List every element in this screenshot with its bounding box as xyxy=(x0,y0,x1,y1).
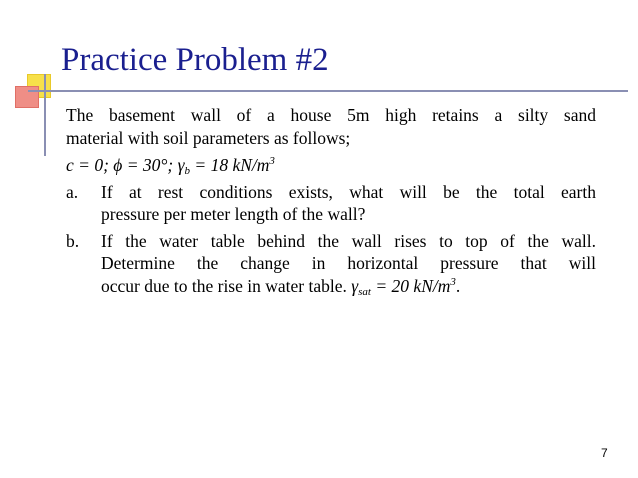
question-a-marker: a. xyxy=(66,181,79,202)
param-cohesion: c = 0; xyxy=(66,155,109,175)
question-b-line-3 xyxy=(101,275,596,298)
question-a-line-2: pressure per meter length of the wall? xyxy=(101,204,366,224)
gamma-subscript: b xyxy=(184,165,191,177)
left-vertical-rule xyxy=(44,74,46,156)
param-friction-angle: = 30°; xyxy=(122,155,174,175)
page-number: 7 xyxy=(601,446,608,460)
sat-unit-superscript: 3 xyxy=(450,275,456,288)
question-b-end-period: . xyxy=(455,275,461,296)
problem-intro-line-2: material with soil parameters as follows; xyxy=(66,127,351,148)
problem-body xyxy=(66,104,596,297)
slide-title: Practice Problem #2 xyxy=(61,42,329,78)
question-b-line-2: Determine the change in horizontal pressure that will xyxy=(101,253,596,273)
gamma-sat-subscript: sat xyxy=(358,285,371,298)
problem-intro xyxy=(66,104,596,149)
gamma-sat-symbol: γ xyxy=(351,275,359,296)
saturated-unit-weight: = 20 kN/m xyxy=(371,275,451,296)
title-underline-rule xyxy=(28,90,628,92)
question-a-line-1: If at rest conditions exists, what will be the total earth xyxy=(101,181,596,202)
unit-superscript: 3 xyxy=(269,155,275,167)
question-a xyxy=(66,181,596,226)
gamma-symbol: γ xyxy=(177,155,185,175)
question-b-marker: b. xyxy=(66,230,80,251)
question-b xyxy=(66,230,596,298)
question-b-line-3-text: occur due to the rise in water table. xyxy=(101,275,347,296)
problem-intro-line-1: The basement wall of a house 5m high retains a silty sand xyxy=(66,105,596,125)
phi-symbol: ϕ xyxy=(113,155,123,175)
question-b-line-1: If the water table behind the wall rises to top of the wall. xyxy=(101,230,596,251)
param-unit-weight: = 18 kN/m xyxy=(190,155,270,175)
soil-parameters xyxy=(66,154,596,177)
